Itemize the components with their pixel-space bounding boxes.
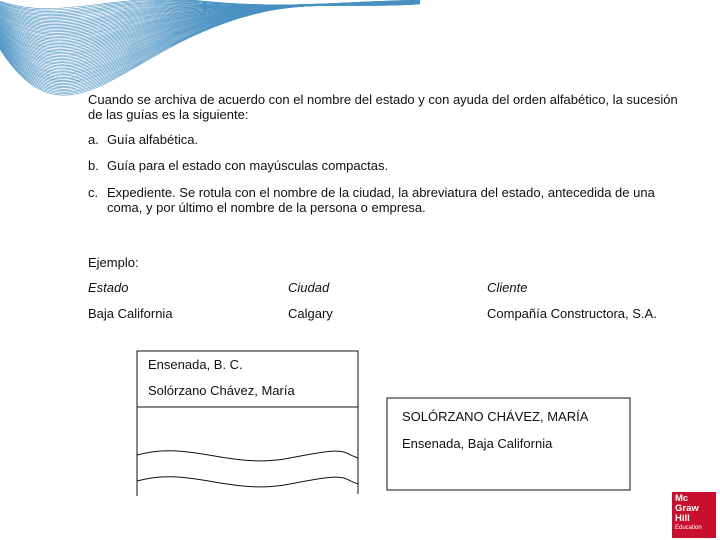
example-cell-estado: Baja California — [88, 306, 173, 321]
logo-line: Graw — [675, 503, 699, 514]
left-folder-outline — [137, 351, 358, 496]
list-item-label: c. — [88, 185, 99, 200]
example-cell-cliente: Compañía Constructora, S.A. — [487, 306, 657, 321]
left-folder-wave-2 — [137, 477, 358, 487]
mcgraw-hill-logo — [672, 492, 716, 538]
column-header-estado: Estado — [88, 280, 129, 295]
example-cell-ciudad: Calgary — [288, 306, 333, 321]
right-folder-label-place: Ensenada, Baja California — [402, 436, 553, 451]
column-header-cliente: Cliente — [487, 280, 528, 295]
list-item-label: b. — [88, 158, 99, 173]
example-heading: Ejemplo: — [88, 255, 139, 270]
logo-tagline: Education — [675, 525, 702, 531]
left-folder-label-name: Solórzano Chávez, María — [148, 383, 295, 398]
list-item-text: Guía alfabética. — [107, 132, 199, 147]
logo-line: Hill — [675, 513, 690, 524]
left-folder-wave-1 — [137, 451, 358, 461]
logo-line: Mc — [675, 493, 689, 504]
left-folder-label-city: Ensenada, B. C. — [148, 357, 243, 372]
intro-paragraph: Cuando se archiva de acuerdo con el nombre del estado y con ayuda del orden alfabético, la sucesión de las guías es la siguiente: — [88, 92, 678, 122]
right-folder-label-name: SOLÓRZANO CHÁVEZ, MARÍA — [402, 409, 589, 424]
column-header-ciudad: Ciudad — [288, 280, 330, 295]
list-item-text: Expediente. Se rotula con el nombre de la ciudad, la abreviatura del estado, antecedida de una coma, y por último el nombre de la persona o empresa. — [107, 185, 655, 215]
list-item-text: Guía para el estado con mayúsculas compactas. — [107, 158, 389, 173]
list-item-label: a. — [88, 132, 99, 147]
